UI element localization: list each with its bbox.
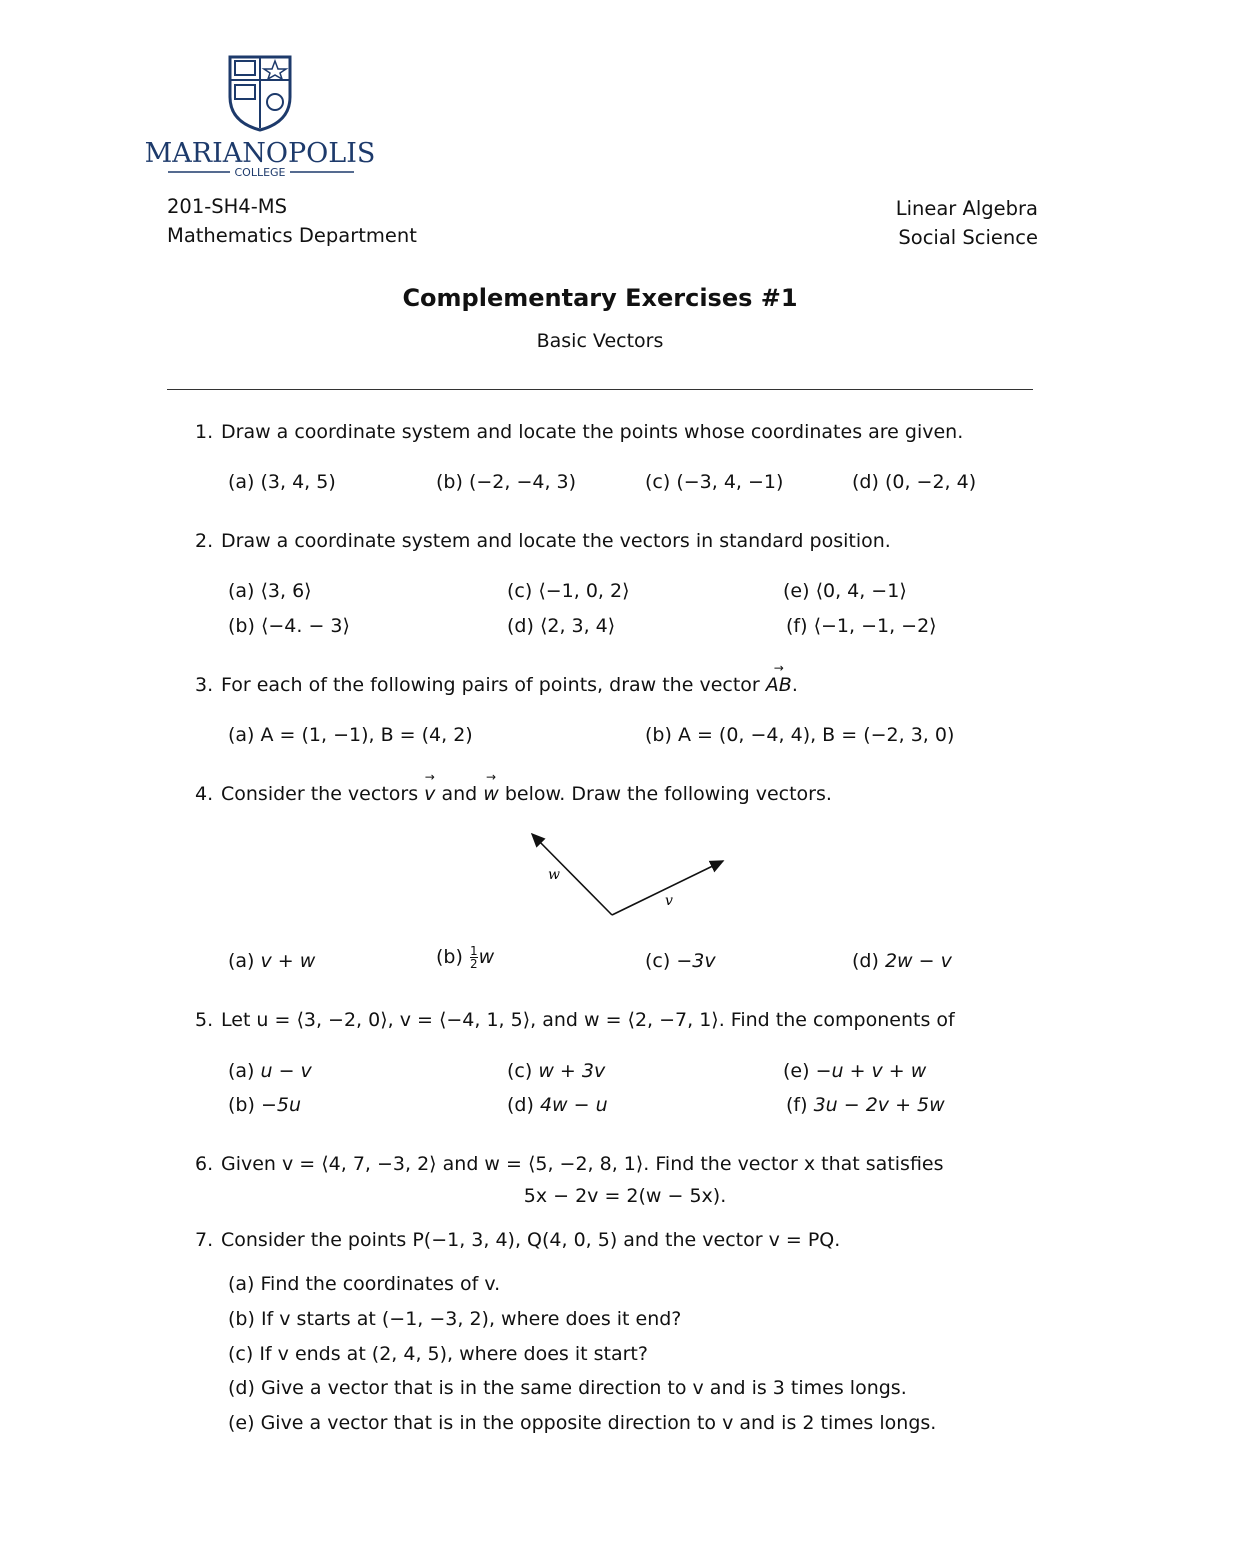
part-value: ⟨−4. − 3⟩ — [260, 615, 350, 637]
q1-part-a — [228, 471, 336, 493]
part-value: −5u — [260, 1094, 301, 1116]
q5-part-c — [507, 1060, 605, 1082]
q5-part-d — [507, 1094, 608, 1116]
question-text: Consider the vectors — [221, 783, 419, 805]
question-number: 3. — [195, 674, 214, 696]
part-label: (a) — [228, 1273, 255, 1295]
department: Mathematics Department — [167, 224, 417, 247]
question-5 — [195, 1009, 955, 1031]
q5-part-f — [786, 1094, 945, 1116]
part-label: (a) — [228, 471, 255, 493]
part-label: (c) — [228, 1343, 254, 1365]
part-value: ⟨0, 4, −1⟩ — [815, 580, 907, 602]
course-name: Linear Algebra — [895, 197, 1038, 220]
q4-part-b — [436, 945, 494, 970]
vector-v: → v — [424, 783, 435, 805]
q2-part-b — [228, 615, 350, 637]
q7-part-c — [228, 1343, 648, 1365]
part-label: (b) — [228, 1308, 255, 1330]
part-label: (d) — [228, 1377, 255, 1399]
vector-w-arrow — [532, 834, 612, 915]
part-label: (e) — [783, 1060, 810, 1082]
part-label: (b) — [228, 615, 255, 637]
part-value: A = (1, −1), B = (4, 2) — [260, 724, 473, 746]
logo-name: MARIANOPOLIS — [144, 138, 376, 169]
part-label: (d) — [507, 615, 534, 637]
part-label: (f) — [786, 615, 808, 637]
part-value: w — [478, 946, 495, 968]
part-label: (e) — [228, 1412, 255, 1434]
part-value: Give a vector that is in the opposite direction to v and is 2 times longs. — [260, 1412, 937, 1434]
q2-part-c — [507, 580, 630, 602]
question-text: Draw a coordinate system and locate the vectors in standard position. — [221, 530, 891, 552]
part-value: Find the coordinates of v. — [260, 1273, 501, 1295]
question-number: 6. — [195, 1153, 214, 1175]
part-value: 4w − u — [539, 1094, 608, 1116]
marianopolis-logo — [144, 52, 376, 182]
question-6 — [195, 1153, 944, 1175]
question-1 — [195, 421, 963, 443]
part-label: (b) — [436, 946, 463, 968]
q1-part-b — [436, 471, 576, 493]
question-text-tail: below. Draw the following vectors. — [504, 783, 832, 805]
part-value: u − v — [260, 1060, 312, 1082]
header-left — [167, 192, 417, 250]
q5-part-e — [783, 1060, 926, 1082]
course-code: 201-SH4-MS — [167, 195, 287, 218]
part-value: (3, 4, 5) — [260, 471, 336, 493]
vector-ab: → AB — [766, 674, 792, 696]
q1-part-c — [645, 471, 783, 493]
frac-num: 1 — [469, 944, 478, 958]
part-value: v + w — [260, 950, 316, 972]
page-title: Complementary Exercises #1 — [402, 284, 798, 312]
q3-part-b — [645, 724, 954, 746]
part-value: 3u − 2v + 5w — [813, 1094, 945, 1116]
fraction-half — [470, 945, 478, 970]
part-label: (d) — [507, 1094, 534, 1116]
label-v: v — [665, 893, 673, 909]
question-text: Let u = ⟨3, −2, 0⟩, v = ⟨−4, 1, 5⟩, and w = ⟨2, −7, 1⟩. Find the components of — [221, 1009, 955, 1031]
header-right — [896, 194, 1038, 252]
part-value: ⟨3, 6⟩ — [260, 580, 312, 602]
part-label: (c) — [645, 950, 671, 972]
part-label: (a) — [228, 1060, 255, 1082]
question-number: 4. — [195, 783, 214, 805]
question-number: 7. — [195, 1229, 214, 1251]
vector-w: → w — [483, 783, 499, 805]
frac-den: 2 — [469, 957, 478, 971]
part-value: If v ends at (2, 4, 5), where does it start? — [259, 1343, 648, 1365]
q5-part-b — [228, 1094, 301, 1116]
conjunction: and — [441, 783, 478, 805]
label-w: w — [548, 867, 560, 883]
part-label: (d) — [852, 471, 879, 493]
q5-part-a — [228, 1060, 312, 1082]
question-number: 2. — [195, 530, 214, 552]
part-value: ⟨−1, −1, −2⟩ — [813, 615, 937, 637]
q1-part-d — [852, 471, 976, 493]
q2-part-a — [228, 580, 312, 602]
part-label: (f) — [786, 1094, 808, 1116]
part-label: (e) — [783, 580, 810, 602]
q4-part-c — [645, 950, 716, 972]
part-label: (b) — [645, 724, 672, 746]
q4-part-a — [228, 950, 315, 972]
part-label: (a) — [228, 950, 255, 972]
part-label: (c) — [645, 471, 671, 493]
part-value: w + 3v — [538, 1060, 606, 1082]
part-label: (d) — [852, 950, 879, 972]
part-label: (b) — [228, 1094, 255, 1116]
q7-part-a — [228, 1273, 500, 1295]
q2-part-d — [507, 615, 615, 637]
question-text: Draw a coordinate system and locate the points whose coordinates are given. — [221, 421, 964, 443]
page-subtitle: Basic Vectors — [536, 330, 664, 352]
q7-part-d — [228, 1377, 907, 1399]
q6-equation: 5x − 2v = 2(w − 5x). — [523, 1185, 727, 1207]
part-label: (c) — [507, 580, 533, 602]
divider — [167, 389, 1033, 390]
part-label: (c) — [507, 1060, 533, 1082]
q2-part-e — [783, 580, 907, 602]
question-number: 1. — [195, 421, 214, 443]
part-value: ⟨−1, 0, 2⟩ — [538, 580, 630, 602]
program: Social Science — [898, 226, 1038, 249]
logo-sub: COLLEGE — [234, 166, 286, 179]
q3-part-a — [228, 724, 473, 746]
question-text: Given v = ⟨4, 7, −3, 2⟩ and w = ⟨5, −2, 8, 1⟩. Find the vector x that satisfies — [221, 1153, 944, 1175]
question-7 — [195, 1229, 840, 1251]
question-text: For each of the following pairs of points, draw the vector — [221, 674, 760, 696]
question-4 — [195, 783, 832, 805]
q7-part-e — [228, 1412, 936, 1434]
question-text: Consider the points P(−1, 3, 4), Q(4, 0, 5) and the vector v = PQ. — [221, 1229, 841, 1251]
question-number: 5. — [195, 1009, 214, 1031]
part-label: (b) — [436, 471, 463, 493]
part-value: −3v — [676, 950, 716, 972]
part-value: ⟨2, 3, 4⟩ — [539, 615, 616, 637]
question-3: 3. For each of the following pairs of points, draw the vector → AB. — [195, 674, 798, 696]
part-value: (−2, −4, 3) — [468, 471, 577, 493]
part-value: (−3, 4, −1) — [676, 471, 784, 493]
vector-figure — [520, 825, 740, 925]
part-value: Give a vector that is in the same direction to v and is 3 times longs. — [260, 1377, 907, 1399]
q4-part-d — [852, 950, 952, 972]
question-2 — [195, 530, 891, 552]
part-value: If v starts at (−1, −3, 2), where does it end? — [260, 1308, 682, 1330]
part-value: (0, −2, 4) — [884, 471, 977, 493]
part-value: 2w − v — [884, 950, 952, 972]
part-value: −u + v + w — [815, 1060, 927, 1082]
part-label: (a) — [228, 580, 255, 602]
part-value: A = (0, −4, 4), B = (−2, 3, 0) — [677, 724, 955, 746]
q2-part-f — [786, 615, 937, 637]
q7-part-b — [228, 1308, 681, 1330]
part-label: (a) — [228, 724, 255, 746]
